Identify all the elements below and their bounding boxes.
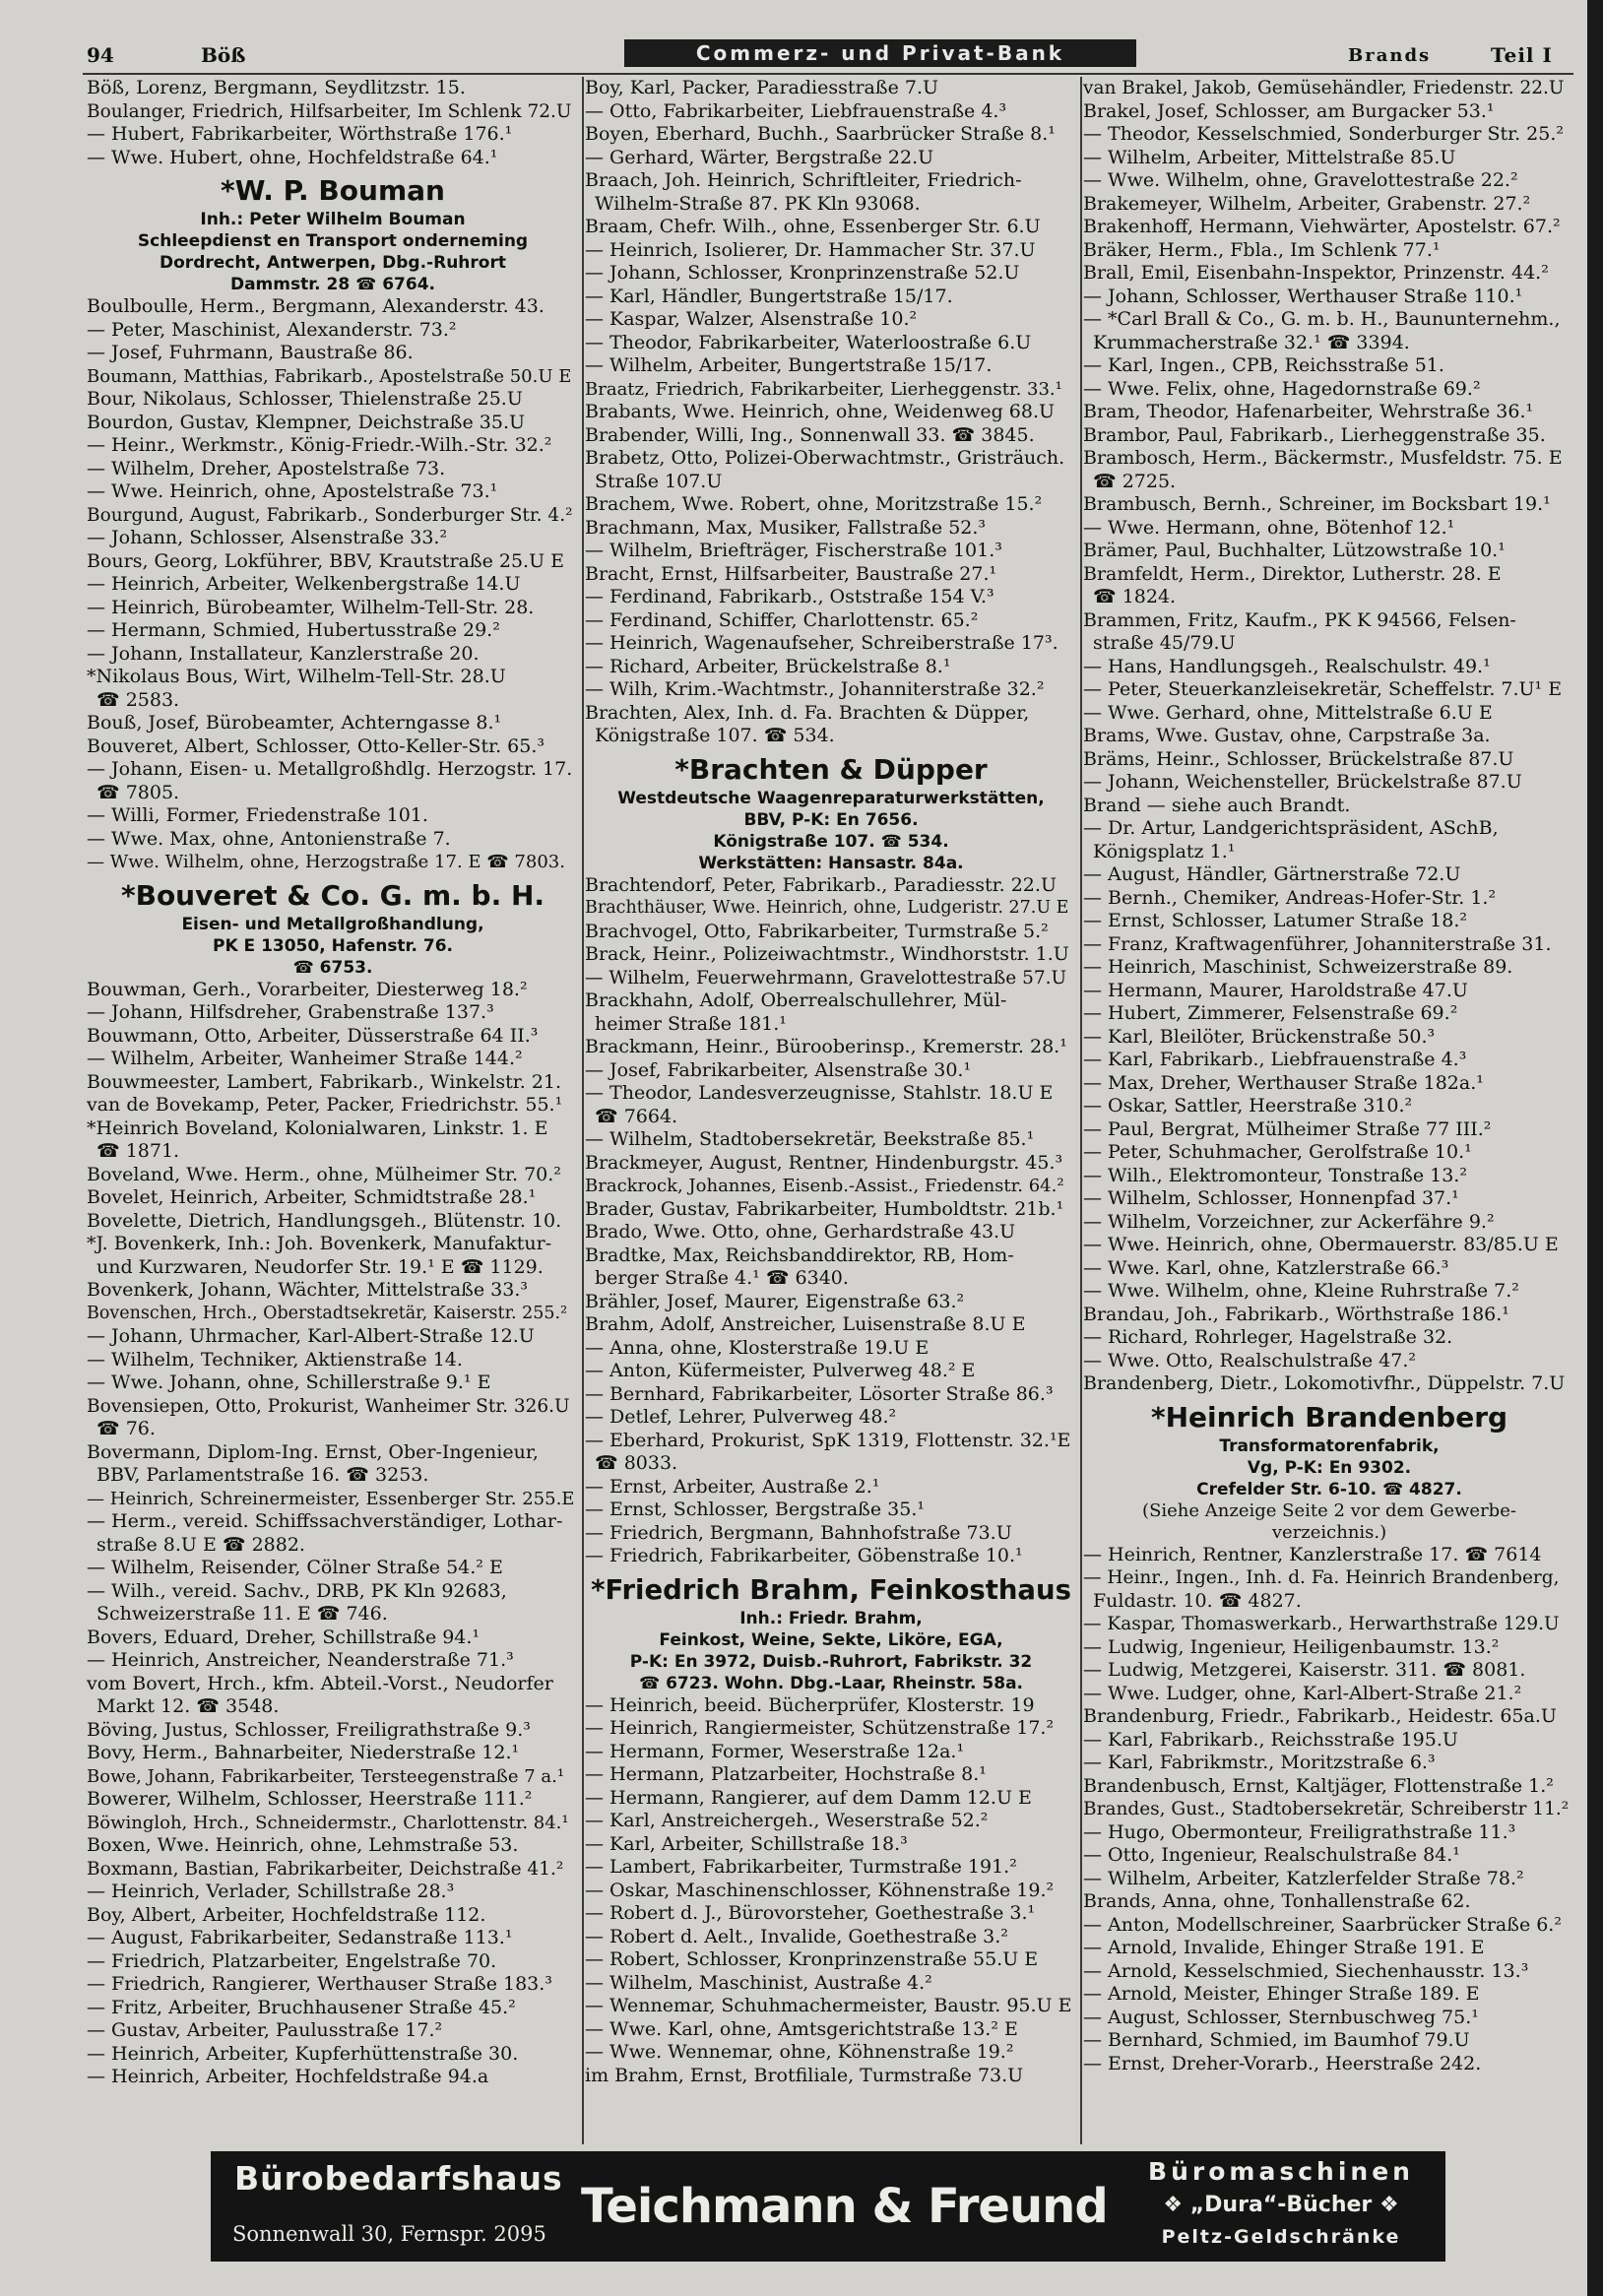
directory-entry: — Robert d. Aelt., Invalide, Goethestraße 3.² bbox=[585, 1925, 1008, 1947]
directory-entry: Brand — siehe auch Brandt. bbox=[1083, 794, 1351, 816]
directory-entry: — Heinr., Ingen., Inh. d. Fa. Heinrich Brandenberg, bbox=[1083, 1567, 1560, 1588]
directory-entry-continuation: Königstraße 107. ☎ 534. bbox=[595, 725, 835, 746]
directory-entry: — Hermann, Platzarbeiter, Hochstraße 8.¹ bbox=[585, 1763, 987, 1785]
directory-entry: — Hermann, Maurer, Haroldstraße 47.U bbox=[1083, 979, 1468, 1001]
directory-entry: — Peter, Maschinist, Alexanderstr. 73.² bbox=[87, 318, 457, 341]
directory-entry: Boyen, Eberhard, Buchh., Saarbrücker Straße 8.¹ bbox=[585, 123, 1056, 145]
advertisement-line: P-K: En 3972, Duisb.-Ruhrort, Fabrikstr. 32 bbox=[629, 1651, 1033, 1672]
directory-entry: Bourgund, August, Fabrikarb., Sonderburger Str. 4.² bbox=[87, 504, 573, 526]
directory-entry: — Heinrich, Rentner, Kanzlerstraße 17. ☎ 7614 bbox=[1083, 1543, 1542, 1565]
directory-entry-continuation: Straße 107.U bbox=[595, 470, 723, 492]
directory-entry-continuation: ☎ 1871. bbox=[96, 1140, 180, 1162]
directory-entry: — Arnold, Meister, Ehinger Straße 189. E bbox=[1083, 1983, 1480, 2005]
directory-entry: Brackrock, Johannes, Eisenb.-Assist., Friedenstr. 64.² bbox=[585, 1176, 1064, 1196]
directory-entry: — Max, Dreher, Werthauser Straße 182a.¹ bbox=[1083, 1071, 1484, 1094]
directory-entry: — Ludwig, Ingenieur, Heiligenbaumstr. 13.² bbox=[1083, 1635, 1500, 1658]
directory-entry-continuation: ☎ 1824. bbox=[1093, 586, 1177, 607]
page-header bbox=[83, 33, 1573, 73]
directory-entry: Bouwman, Gerh., Vorarbeiter, Diesterweg 18.² bbox=[87, 978, 528, 1000]
directory-entry: — Kaspar, Walzer, Alsenstraße 10.² bbox=[585, 308, 918, 330]
footer-left-address: Sonnenwall 30, Fernspr. 2095 bbox=[232, 2222, 546, 2246]
advertisement-line: Feinkost, Weine, Sekte, Liköre, EGA, bbox=[659, 1629, 1003, 1650]
directory-entry-continuation: Krummacherstraße 32.¹ ☎ 3394. bbox=[1093, 331, 1410, 353]
directory-entry: Brachem, Wwe. Robert, ohne, Moritzstraße 15.² bbox=[585, 493, 1043, 515]
directory-entry: — Wwe. Wilhelm, ohne, Kleine Ruhrstraße 7.² bbox=[1083, 1280, 1519, 1302]
directory-entry: — Wwe. Hermann, ohne, Bötenhof 12.¹ bbox=[1083, 516, 1455, 539]
directory-entry: Boxmann, Bastian, Fabrikarbeiter, Deichstraße 41.² bbox=[87, 1858, 564, 1880]
directory-entry: — Arnold, Invalide, Ehinger Straße 191. E bbox=[1083, 1937, 1485, 1958]
page-edge bbox=[1587, 0, 1603, 2296]
directory-entry: — Karl, Fabrikmstr., Moritzstraße 6.³ bbox=[1083, 1752, 1436, 1773]
advertisement-line: Werkstätten: Hansastr. 84a. bbox=[698, 853, 964, 873]
directory-entry-continuation: Wilhelm-Straße 87. PK Kln 93068. bbox=[595, 192, 921, 215]
directory-entry: Bouß, Josef, Bürobeamter, Achterngasse 8.¹ bbox=[87, 712, 502, 733]
advertisement-line: (Siehe Anzeige Seite 2 vor dem Gewerbe- bbox=[1142, 1499, 1516, 1521]
directory-entry: Bovers, Eduard, Dreher, Schillstraße 94.¹ bbox=[87, 1626, 481, 1648]
directory-entry: Brahm, Adolf, Anstreicher, Luisenstraße 8.U E bbox=[585, 1313, 1026, 1335]
directory-entry-continuation: ☎ 7805. bbox=[96, 781, 180, 803]
directory-entry: Brado, Wwe. Otto, ohne, Gerhardstraße 43.U bbox=[585, 1221, 1016, 1243]
advertisement-block bbox=[87, 878, 579, 979]
advertisement-line: ☎ 6723. Wohn. Dbg.-Laar, Rheinstr. 58a. bbox=[638, 1673, 1023, 1693]
directory-entry: — Richard, Rohrleger, Hagelstraße 32. bbox=[1083, 1326, 1453, 1348]
directory-entry: — Eberhard, Prokurist, SpK 1319, Flottenstr. 32.¹E bbox=[585, 1429, 1071, 1451]
directory-entry: — Friedrich, Rangierer, Werthauser Straße 183.³ bbox=[87, 1973, 552, 1995]
footer-right-line-1: Büromaschinen bbox=[1148, 2157, 1414, 2186]
right-catchword: Brands bbox=[1348, 45, 1432, 66]
directory-entry: Bouwmann, Otto, Arbeiter, Düsserstraße 64 II.³ bbox=[87, 1024, 539, 1047]
directory-entry: — Fritz, Arbeiter, Bruchhausener Straße 45.² bbox=[87, 1996, 516, 2018]
advertisement-line: verzeichnis.) bbox=[1271, 1521, 1387, 1543]
directory-entry: — Wilhelm, Briefträger, Fischerstraße 101.³ bbox=[585, 540, 1002, 561]
directory-entry: — Karl, Arbeiter, Schillstraße 18.³ bbox=[585, 1832, 908, 1855]
directory-entry: Brabetz, Otto, Polizei-Oberwachtmstr., Gristräuch. bbox=[585, 447, 1065, 469]
directory-entry: — Heinrich, Arbeiter, Welkenbergstraße 14.U bbox=[87, 573, 521, 595]
directory-entry: — Johann, Schlosser, Werthauser Straße 110.¹ bbox=[1083, 285, 1523, 307]
directory-entry: Brandenbusch, Ernst, Kaltjäger, Flottenstraße 1.² bbox=[1083, 1774, 1554, 1797]
directory-entry: — Richard, Arbeiter, Brückelstraße 8.¹ bbox=[585, 655, 951, 677]
directory-entry: Bours, Georg, Lokführer, BBV, Krautstraße 25.U E bbox=[87, 549, 565, 572]
directory-entry: Bräker, Herm., Fbla., Im Schlenk 77.¹ bbox=[1083, 238, 1441, 261]
directory-entry: vom Bovert, Hrch., kfm. Abteil.-Vorst., Neudorfer bbox=[87, 1672, 553, 1694]
directory-entry: — Ernst, Dreher-Vorarb., Heerstraße 242. bbox=[1083, 2052, 1482, 2074]
directory-entry: — Otto, Fabrikarbeiter, Liebfrauenstraße 4.³ bbox=[585, 99, 1007, 122]
directory-entry: Bowerer, Wilhelm, Schlosser, Heerstraße 111.² bbox=[87, 1788, 533, 1810]
advertisement-title: *Friedrich Brahm, Feinkosthaus bbox=[591, 1573, 1071, 1606]
directory-entry: — Wilh, Krim.-Wachtmstr., Johanniterstraße 32.² bbox=[585, 678, 1045, 700]
directory-entry-continuation: Markt 12. ☎ 3548. bbox=[96, 1695, 280, 1717]
directory-entry-continuation: heimer Straße 181.¹ bbox=[595, 1012, 787, 1035]
directory-entry: Brambosch, Herm., Bäckermstr., Musfeldstr. 75. E bbox=[1083, 447, 1563, 469]
directory-entry: — Otto, Ingenieur, Realschulstraße 84.¹ bbox=[1083, 1844, 1460, 1866]
directory-entry-continuation: berger Straße 4.¹ ☎ 6340. bbox=[595, 1267, 849, 1289]
advertisement-line: Schleepdienst en Transport onderneming bbox=[137, 231, 529, 251]
directory-entry: Bovenkerk, Johann, Wächter, Mittelstraße 33.³ bbox=[87, 1279, 528, 1301]
directory-entry-continuation: und Kurzwaren, Neudorfer Str. 19.¹ E ☎ 1129. bbox=[96, 1255, 544, 1278]
directory-entry: Brachmann, Max, Musiker, Fallstraße 52.³ bbox=[585, 516, 987, 539]
directory-entry: — Wwe. Ludger, ohne, Karl-Albert-Straße 21.² bbox=[1083, 1682, 1522, 1704]
advertisement-line: Westdeutsche Waagenreparaturwerkstätten, bbox=[617, 788, 1045, 808]
directory-entry: — Johann, Hilfsdreher, Grabenstraße 137.³ bbox=[87, 1001, 494, 1023]
directory-entry: — Willi, Former, Friedenstraße 101. bbox=[87, 804, 428, 826]
directory-entry: Brachthäuser, Wwe. Heinrich, ohne, Ludgeristr. 27.U E bbox=[585, 898, 1069, 918]
directory-entry: Bovelet, Heinrich, Arbeiter, Schmidtstraße 28.¹ bbox=[87, 1186, 537, 1208]
advertisement-line: Königstraße 107. ☎ 534. bbox=[713, 831, 949, 852]
left-catchword: Böß bbox=[201, 43, 246, 67]
directory-entry: — Wilh., Elektromonteur, Tonstraße 13.² bbox=[1083, 1164, 1467, 1186]
directory-entry: Brakenhoff, Hermann, Viehwärter, Apostelstr. 67.² bbox=[1083, 216, 1561, 237]
directory-entry: Bramfeldt, Herm., Direktor, Lutherstr. 28. E bbox=[1083, 562, 1502, 585]
directory-entry: — Hermann, Rangierer, auf dem Damm 12.U E bbox=[585, 1786, 1032, 1809]
advertisement-title: *Brachten & Düpper bbox=[674, 752, 988, 786]
directory-entry: — Wwe. Karl, ohne, Katzlerstraße 66.³ bbox=[1083, 1256, 1449, 1279]
advertisement-line: Dordrecht, Antwerpen, Dbg.-Ruhrort bbox=[160, 253, 506, 273]
directory-entry-continuation: ☎ 2583. bbox=[96, 688, 180, 711]
directory-entry: — Johann, Eisen- u. Metallgroßhdlg. Herzogstr. 17. bbox=[87, 758, 573, 780]
directory-entry: — Ernst, Schlosser, Latumer Straße 18.² bbox=[1083, 910, 1467, 931]
directory-entry: Boulboulle, Herm., Bergmann, Alexanderstr. 43. bbox=[87, 295, 545, 317]
directory-entry: Böwingloh, Hrch., Schneidermstr., Charlottenstr. 84.¹ bbox=[87, 1812, 569, 1833]
footer-left-title: Bürobedarfshaus bbox=[234, 2159, 563, 2198]
directory-entry: Brack, Heinr., Polizeiwachtmstr., Windhorststr. 1.U bbox=[585, 943, 1069, 965]
directory-entry: Brandenberg, Dietr., Lokomotivfhr., Düppelstr. 7.U bbox=[1083, 1372, 1566, 1394]
directory-entry: Brackmeyer, August, Rentner, Hindenburgstr. 45.³ bbox=[585, 1151, 1063, 1174]
advertisement-line: Crefelder Str. 6-10. ☎ 4827. bbox=[1196, 1479, 1462, 1499]
advertisement-title: *Heinrich Brandenberg bbox=[1150, 1400, 1508, 1434]
directory-entry: — Wilhelm, Stadtobersekretär, Beekstraße 85.¹ bbox=[585, 1128, 1035, 1150]
directory-entry: — Heinrich, beeid. Bücherprüfer, Klosterstr. 19 bbox=[585, 1693, 1035, 1716]
directory-entry: Braatz, Friedrich, Fabrikarbeiter, Lierheggenstr. 33.¹ bbox=[585, 378, 1062, 400]
advertisement-line: Eisen- und Metallgroßhandlung, bbox=[181, 914, 484, 934]
header-rule bbox=[83, 73, 1573, 75]
column-1 bbox=[87, 77, 579, 2144]
directory-entry: — Wwe. Johann, ohne, Schillerstraße 9.¹ E bbox=[87, 1371, 491, 1393]
directory-entry: *J. Bovenkerk, Inh.: Joh. Bovenkerk, Manufaktur- bbox=[87, 1233, 552, 1254]
directory-entry: — Ludwig, Metzgerei, Kaiserstr. 311. ☎ 8081. bbox=[1083, 1659, 1526, 1681]
advertisement-line: BBV, P-K: En 7656. bbox=[743, 809, 919, 830]
directory-entry: Bram, Theodor, Hafenarbeiter, Wehrstraße 36.¹ bbox=[1083, 401, 1534, 422]
directory-entry-continuation: ☎ 2725. bbox=[1093, 470, 1177, 492]
advertisement-line: Transformatorenfabrik, bbox=[1219, 1435, 1440, 1456]
column-divider bbox=[1080, 77, 1082, 2144]
directory-entry: — Theodor, Landesverzeugnisse, Stahlstr. 18.U E bbox=[585, 1082, 1054, 1104]
directory-entry: Bovy, Herm., Bahnarbeiter, Niederstraße 12.¹ bbox=[87, 1742, 520, 1763]
directory-entry-continuation: ☎ 7664. bbox=[595, 1105, 678, 1127]
directory-entry: — Hermann, Schmied, Hubertusstraße 29.² bbox=[87, 619, 500, 641]
directory-entry: — Karl, Ingen., CPB, Reichsstraße 51. bbox=[1083, 354, 1444, 376]
advertisement-title: *W. P. Bouman bbox=[221, 174, 445, 207]
directory-entry-continuation: ☎ 76. bbox=[96, 1418, 156, 1439]
directory-entry: Boxen, Wwe. Heinrich, ohne, Lehmstraße 53. bbox=[87, 1834, 519, 1856]
advertisement-line: PK E 13050, Hafenstr. 76. bbox=[212, 935, 454, 956]
directory-entry: Brabender, Willi, Ing., Sonnenwall 33. ☎ 3845. bbox=[585, 423, 1035, 446]
directory-entry: Bräms, Heinr., Schlosser, Brückelstraße 87.U bbox=[1083, 747, 1514, 770]
directory-entry: Brakemeyer, Wilhelm, Arbeiter, Grabenstr. 27.² bbox=[1083, 192, 1531, 215]
directory-entry: Bourdon, Gustav, Klempner, Deichstraße 35.U bbox=[87, 411, 526, 433]
column-2 bbox=[585, 77, 1077, 2144]
directory-entry: Brammen, Fritz, Kaufm., PK K 94566, Felsen- bbox=[1083, 608, 1516, 631]
advertisement-line: Dammstr. 28 ☎ 6764. bbox=[229, 275, 436, 294]
directory-entry: — Friedrich, Bergmann, Bahnhofstraße 73.U bbox=[585, 1521, 1012, 1544]
directory-entry-continuation: Königsplatz 1.¹ bbox=[1093, 840, 1236, 862]
directory-entry: — Heinrich, Isolierer, Dr. Hammacher Str. 37.U bbox=[585, 238, 1036, 261]
directory-entry: — Wilhelm, Reisender, Cölner Straße 54.² E bbox=[87, 1557, 503, 1578]
directory-entry: — Josef, Fabrikarbeiter, Alsenstraße 30.¹ bbox=[585, 1058, 972, 1081]
directory-entry: — Hans, Handlungsgeh., Realschulstr. 49.¹ bbox=[1083, 655, 1491, 677]
directory-entry: — Wwe. Gerhard, ohne, Mittelstraße 6.U E bbox=[1083, 701, 1493, 724]
directory-entry: — Arnold, Kesselschmied, Siechenhausstr. 13.³ bbox=[1083, 1959, 1529, 1982]
directory-entry: — Ferdinand, Schiffer, Charlottenstr. 65.² bbox=[585, 608, 979, 631]
directory-entry: Bracht, Ernst, Hilfsarbeiter, Baustraße 27.¹ bbox=[585, 562, 997, 585]
directory-entry: — Heinrich, Arbeiter, Kupferhüttenstraße 30. bbox=[87, 2042, 519, 2065]
directory-entry: — Wwe. Heinrich, ohne, Obermauerstr. 83/85.U E bbox=[1083, 1234, 1559, 1255]
directory-entry: — Wwe. Otto, Realschulstraße 47.² bbox=[1083, 1349, 1417, 1371]
directory-entry: *Heinrich Boveland, Kolonialwaren, Linkstr. 1. E bbox=[87, 1116, 548, 1139]
directory-entry-continuation: Schweizerstraße 11. E ☎ 746. bbox=[96, 1603, 388, 1625]
directory-entry: — *Carl Brall & Co., G. m. b. H., Baununternehm., bbox=[1083, 308, 1561, 330]
directory-entry: — Johann, Weichensteller, Brückelstraße 87.U bbox=[1083, 771, 1522, 793]
directory-entry: — Josef, Fuhrmann, Baustraße 86. bbox=[87, 342, 414, 363]
directory-entry: — Oskar, Sattler, Heerstraße 310.² bbox=[1083, 1095, 1413, 1116]
directory-entry: Brachten, Alex, Inh. d. Fa. Brachten & Düpper, bbox=[585, 701, 1030, 724]
directory-entry: — Anton, Küfermeister, Pulverweg 48.² E bbox=[585, 1360, 976, 1381]
directory-entry: — Wilhelm, Dreher, Apostelstraße 73. bbox=[87, 457, 446, 479]
directory-entry-continuation: straße 8.U E ☎ 2882. bbox=[96, 1533, 305, 1556]
advertisement-line: Vg, P-K: En 9302. bbox=[1247, 1457, 1412, 1478]
directory-entry: van de Bovekamp, Peter, Packer, Friedrichstr. 55.¹ bbox=[87, 1094, 563, 1116]
directory-entry: Brams, Wwe. Gustav, ohne, Carpstraße 3a. bbox=[1083, 725, 1491, 746]
directory-entry: — Wwe. Wilhelm, ohne, Gravelottestraße 22.² bbox=[1083, 169, 1518, 191]
directory-entry: — Wennemar, Schuhmachermeister, Baustr. 95.U E bbox=[585, 1995, 1072, 2016]
directory-entry: — Wilhelm, Techniker, Aktienstraße 14. bbox=[87, 1348, 463, 1371]
bank-banner: Commerz- und Privat-Bank bbox=[624, 39, 1136, 67]
advertisement-line: ☎ 6753. bbox=[292, 957, 373, 978]
directory-entry: — Heinrich, Rangiermeister, Schützenstraße 17.² bbox=[585, 1717, 1055, 1739]
directory-entry: — Peter, Steuerkanzleisekretär, Scheffelstr. 7.U¹ E bbox=[1083, 678, 1563, 700]
directory-entry: — Wwe. Felix, ohne, Hagedornstraße 69.² bbox=[1083, 377, 1481, 400]
directory-entry: Bovenschen, Hrch., Oberstadtsekretär, Kaiserstr. 255.² bbox=[87, 1303, 568, 1323]
directory-entry: — Paul, Bergrat, Mülheimer Straße 77 III.² bbox=[1083, 1117, 1492, 1140]
directory-entry: — August, Fabrikarbeiter, Sedanstraße 113.¹ bbox=[87, 1927, 513, 1948]
directory-entry: — Ernst, Arbeiter, Austraße 2.¹ bbox=[585, 1475, 880, 1498]
directory-entry: Braam, Chefr. Wilh., ohne, Essenberger Str. 6.U bbox=[585, 216, 1041, 237]
directory-entry: — Hermann, Former, Weserstraße 12a.¹ bbox=[585, 1740, 965, 1762]
directory-entry: — Johann, Schlosser, Alsenstraße 33.² bbox=[87, 527, 448, 548]
directory-entry-continuation: Fuldastr. 10. ☎ 4827. bbox=[1093, 1589, 1302, 1612]
directory-entry: — Gerhard, Wärter, Bergstraße 22.U bbox=[585, 146, 934, 168]
directory-entry: — Bernhard, Fabrikarbeiter, Lösorter Straße 86.³ bbox=[585, 1382, 1054, 1405]
directory-entry: Braach, Joh. Heinrich, Schriftleiter, Friedrich- bbox=[585, 169, 1022, 191]
directory-entry: Bradtke, Max, Reichsbanddirektor, RB, Hom- bbox=[585, 1244, 1014, 1266]
directory-entry: — Detlef, Lehrer, Pulverweg 48.² bbox=[585, 1406, 897, 1428]
directory-entry: — Heinrich, Arbeiter, Hochfeldstraße 94.a bbox=[87, 2066, 489, 2087]
advertisement-line: Inh.: Friedr. Brahm, bbox=[739, 1608, 923, 1628]
directory-entry: — Wilhelm, Arbeiter, Bungertstraße 15/17. bbox=[585, 354, 993, 376]
directory-entry: Bovensiepen, Otto, Prokurist, Wanheimer Str. 326.U bbox=[87, 1395, 570, 1417]
directory-entry: — Wilhelm, Arbeiter, Mittelstraße 85.U bbox=[1083, 146, 1456, 168]
directory-entry: Brandenburg, Friedr., Fabrikarb., Heidestr. 65a.U bbox=[1083, 1705, 1557, 1727]
footer-company-name: Teichmann & Freund bbox=[581, 2179, 1108, 2234]
part-label: Teil I bbox=[1491, 43, 1553, 67]
directory-entry: — Friedrich, Fabrikarbeiter, Göbenstraße 10.¹ bbox=[585, 1545, 1023, 1566]
directory-entry: Brackmann, Heinr., Bürooberinsp., Kremerstr. 28.¹ bbox=[585, 1036, 1067, 1057]
directory-entry: — Wwe. Karl, ohne, Amtsgerichtstraße 13.² E bbox=[585, 2017, 1018, 2040]
directory-entry: Boulanger, Friedrich, Hilfsarbeiter, Im Schlenk 72.U bbox=[87, 100, 572, 122]
directory-entry: — Wilhelm, Arbeiter, Wanheimer Straße 144.² bbox=[87, 1048, 523, 1069]
directory-entry: Bour, Nikolaus, Schlosser, Thielenstraße 25.U bbox=[87, 388, 523, 410]
directory-entry: Bovermann, Diplom-Ing. Ernst, Ober-Ingenieur, bbox=[87, 1440, 539, 1463]
directory-entry-continuation: straße 45/79.U bbox=[1093, 632, 1236, 654]
directory-entry: Brachvogel, Otto, Fabrikarbeiter, Turmstraße 5.² bbox=[585, 920, 1049, 942]
advertisement-title: *Bouveret & Co. G. m. b. H. bbox=[120, 878, 545, 912]
directory-entry: — Anna, ohne, Klosterstraße 19.U E bbox=[585, 1336, 930, 1359]
directory-entry: Böving, Justus, Schlosser, Freiligrathstraße 9.³ bbox=[87, 1718, 531, 1741]
directory-entry: — Heinr., Werkmstr., König-Friedr.-Wilh.-Str. 32.² bbox=[87, 434, 552, 456]
advertisement-block bbox=[585, 1572, 1077, 1694]
directory-entry: — Wilhelm, Maschinist, Austraße 4.² bbox=[585, 1971, 932, 1994]
directory-entry: Brambusch, Bernh., Schreiner, im Bocksbart 19.¹ bbox=[1083, 493, 1551, 515]
directory-entry: — Wilhelm, Vorzeichner, zur Ackerfähre 9.² bbox=[1083, 1210, 1495, 1233]
directory-entry: — Robert d. J., Bürovorsteher, Goethestraße 3.¹ bbox=[585, 1902, 1036, 1924]
directory-entry: — Hubert, Zimmerer, Felsenstraße 69.² bbox=[1083, 1002, 1458, 1024]
directory-entry: — Karl, Bleilöter, Brückenstraße 50.³ bbox=[1083, 1025, 1436, 1048]
directory-entry: Brambor, Paul, Fabrikarb., Lierheggenstraße 35. bbox=[1083, 423, 1546, 446]
directory-entry: Böß, Lorenz, Bergmann, Seydlitzstr. 15. bbox=[87, 77, 466, 98]
advertisement-block bbox=[87, 173, 579, 295]
directory-entry: im Brahm, Ernst, Brotfiliale, Turmstraße 73.U bbox=[585, 2064, 1024, 2086]
directory-entry: — Heinrich, Wagenaufseher, Schreiberstraße 17³. bbox=[585, 632, 1058, 654]
directory-entry: Boy, Karl, Packer, Paradiesstraße 7.U bbox=[585, 77, 938, 98]
directory-entry: Boumann, Matthias, Fabrikarb., Apostelstraße 50.U E bbox=[87, 365, 572, 387]
directory-entry: Brader, Gustav, Fabrikarbeiter, Humboldtstr. 21b.¹ bbox=[585, 1197, 1064, 1220]
directory-entry: — Wilh., vereid. Sachv., DRB, PK Kln 92683, bbox=[87, 1579, 507, 1602]
directory-entry: — Wwe. Heinrich, ohne, Apostelstraße 73.¹ bbox=[87, 480, 498, 502]
directory-entry: — Ferdinand, Fabrikarb., Oststraße 154 V.³ bbox=[585, 586, 994, 607]
directory-entry: Boy, Albert, Arbeiter, Hochfeldstraße 112. bbox=[87, 1903, 486, 1926]
advertisement-block bbox=[1083, 1400, 1575, 1544]
directory-entry: Bouveret, Albert, Schlosser, Otto-Keller-Str. 65.³ bbox=[87, 734, 545, 757]
directory-entry: Brachtendorf, Peter, Fabrikarb., Paradiesstr. 22.U bbox=[585, 873, 1057, 896]
directory-entry: Bovelette, Dietrich, Handlungsgeh., Blütenstr. 10. bbox=[87, 1209, 562, 1232]
directory-entry: — Karl, Fabrikarb., Reichsstraße 195.U bbox=[1083, 1728, 1458, 1751]
directory-entry: Brandes, Gust., Stadtobersekretär, Schreiberstr 11.² bbox=[1083, 1799, 1570, 1819]
column-3 bbox=[1083, 77, 1575, 2144]
directory-entry: — Karl, Händler, Bungertstraße 15/17. bbox=[585, 285, 953, 307]
directory-entry: van Brakel, Jakob, Gemüsehändler, Friedenstr. 22.U bbox=[1083, 78, 1565, 98]
directory-entry: — Anton, Modellschreiner, Saarbrücker Straße 6.² bbox=[1083, 1913, 1562, 1936]
directory-entry: — Lambert, Fabrikarbeiter, Turmstraße 191.² bbox=[585, 1856, 1017, 1878]
directory-entry: — Oskar, Maschinenschlosser, Köhnenstraße 19.² bbox=[585, 1879, 1055, 1901]
directory-entry: — August, Schlosser, Sternbuschweg 75.¹ bbox=[1083, 2006, 1479, 2028]
directory-entry: — Heinrich, Verlader, Schillstraße 28.³ bbox=[87, 1881, 455, 1902]
directory-entry: — Bernhard, Schmied, im Baumhof 79.U bbox=[1083, 2029, 1470, 2051]
directory-entry: — Bernh., Chemiker, Andreas-Hofer-Str. 1.² bbox=[1083, 886, 1497, 909]
directory-entry: *Nikolaus Bous, Wirt, Wilhelm-Tell-Str. 28.U bbox=[87, 666, 506, 687]
directory-entry: Brands, Anna, ohne, Tonhallenstraße 62. bbox=[1083, 1890, 1471, 1912]
directory-entry: — Theodor, Fabrikarbeiter, Waterloostraße 6.U bbox=[585, 331, 1032, 353]
directory-entry-continuation: BBV, Parlamentstraße 16. ☎ 3253. bbox=[96, 1464, 429, 1486]
directory-entry: — Gustav, Arbeiter, Paulusstraße 17.² bbox=[87, 2019, 443, 2041]
directory-entry: — Johann, Installateur, Kanzlerstraße 20. bbox=[87, 642, 480, 665]
directory-entry: — Friedrich, Platzarbeiter, Engelstraße 70. bbox=[87, 1949, 497, 1972]
directory-entry: — Theodor, Kesselschmied, Sonderburger Str. 25.² bbox=[1083, 123, 1565, 145]
directory-entry: — Wilhelm, Schlosser, Honnenpfad 37.¹ bbox=[1083, 1187, 1459, 1209]
directory-entry: — Wwe. Hubert, ohne, Hochfeldstraße 64.¹ bbox=[87, 146, 498, 168]
directory-entry: — Karl, Anstreichergeh., Weserstraße 52.² bbox=[585, 1810, 989, 1831]
directory-entry: — Robert, Schlosser, Kronprinzenstraße 55.U E bbox=[585, 1948, 1039, 1970]
directory-entry: — Franz, Kraftwagenführer, Johanniterstraße 31. bbox=[1083, 932, 1552, 955]
directory-entry: — Wwe. Max, ohne, Antonienstraße 7. bbox=[87, 827, 451, 850]
directory-entry: — Johann, Uhrmacher, Karl-Albert-Straße 12.U bbox=[87, 1325, 535, 1347]
directory-entry: — Kaspar, Thomaswerkarb., Herwarthstraße 129.U bbox=[1083, 1614, 1560, 1634]
directory-entry: — Heinrich, Schreinermeister, Essenberger Str. 255.E bbox=[87, 1488, 575, 1509]
directory-entry: — Johann, Schlosser, Kronprinzenstraße 52.U bbox=[585, 262, 1020, 284]
directory-entry: — Hugo, Obermonteur, Freiligrathstraße 11.³ bbox=[1083, 1820, 1516, 1843]
page-number: 94 bbox=[87, 43, 114, 67]
directory-entry: Bowe, Johann, Fabrikarbeiter, Tersteegenstraße 7 a.¹ bbox=[87, 1765, 565, 1787]
footer-right-line-3: Peltz-Geldschränke bbox=[1161, 2226, 1401, 2248]
directory-entry: Bouwmeester, Lambert, Fabrikarb., Winkelstr. 21. bbox=[87, 1070, 562, 1093]
directory-entry: Brandau, Joh., Fabrikarb., Wörthstraße 186.¹ bbox=[1083, 1303, 1509, 1325]
directory-entry-continuation: ☎ 8033. bbox=[595, 1452, 678, 1474]
directory-entry: Brähler, Josef, Maurer, Eigenstraße 63.² bbox=[585, 1290, 965, 1312]
directory-entry: — Wwe. Wennemar, ohne, Köhnenstraße 19.² bbox=[585, 2041, 1014, 2063]
directory-entry: Brakel, Josef, Schlosser, am Burgacker 53.¹ bbox=[1083, 99, 1495, 122]
directory-entry: Brämer, Paul, Buchhalter, Lützowstraße 10.¹ bbox=[1083, 540, 1506, 561]
directory-entry: — Peter, Schuhmacher, Gerolfstraße 10.¹ bbox=[1083, 1141, 1472, 1163]
directory-entry: — Hubert, Fabrikarbeiter, Wörthstraße 176.¹ bbox=[87, 123, 513, 145]
directory-entry: — Dr. Artur, Landgerichtspräsident, ASchB, bbox=[1083, 817, 1499, 839]
footer-advertisement bbox=[211, 2151, 1445, 2262]
directory-entry: — Ernst, Schlosser, Bergstraße 35.¹ bbox=[585, 1499, 925, 1520]
directory-entry: — Heinrich, Anstreicher, Neanderstraße 71.³ bbox=[87, 1649, 514, 1671]
advertisement-line: Inh.: Peter Wilhelm Bouman bbox=[200, 210, 466, 229]
directory-entry: Boveland, Wwe. Herm., ohne, Mülheimer Str. 70.² bbox=[87, 1163, 561, 1185]
advertisement-block bbox=[585, 752, 1077, 874]
directory-entry: — Karl, Fabrikarb., Liebfrauenstraße 4.³ bbox=[1083, 1049, 1467, 1070]
directory-entry: — Heinrich, Bürobeamter, Wilhelm-Tell-Str. 28. bbox=[87, 596, 535, 618]
directory-entry: — Heinrich, Maschinist, Schweizerstraße 89. bbox=[1083, 956, 1513, 978]
footer-right-line-2: ❖ „Dura“-Bücher ❖ bbox=[1163, 2193, 1399, 2217]
directory-entry: Brabants, Wwe. Heinrich, ohne, Weidenweg 68.U bbox=[585, 401, 1056, 422]
directory-entry: Brackhahn, Adolf, Oberrealschullehrer, Mül- bbox=[585, 989, 1007, 1011]
directory-entry: — Wilhelm, Arbeiter, Katzlerfelder Straße 78.² bbox=[1083, 1867, 1524, 1889]
directory-entry: — Wwe. Wilhelm, ohne, Herzogstraße 17. E ☎ 7803. bbox=[87, 852, 565, 872]
directory-entry: Brall, Emil, Eisenbahn-Inspektor, Prinzenstr. 44.² bbox=[1083, 262, 1549, 284]
column-divider bbox=[582, 77, 584, 2144]
directory-entry: — Herm., vereid. Schiffssachverständiger, Lothar- bbox=[87, 1510, 563, 1532]
directory-entry: — Wilhelm, Feuerwehrmann, Gravelottestraße 57.U bbox=[585, 967, 1067, 989]
directory-entry: — August, Händler, Gärtnerstraße 72.U bbox=[1083, 863, 1461, 885]
